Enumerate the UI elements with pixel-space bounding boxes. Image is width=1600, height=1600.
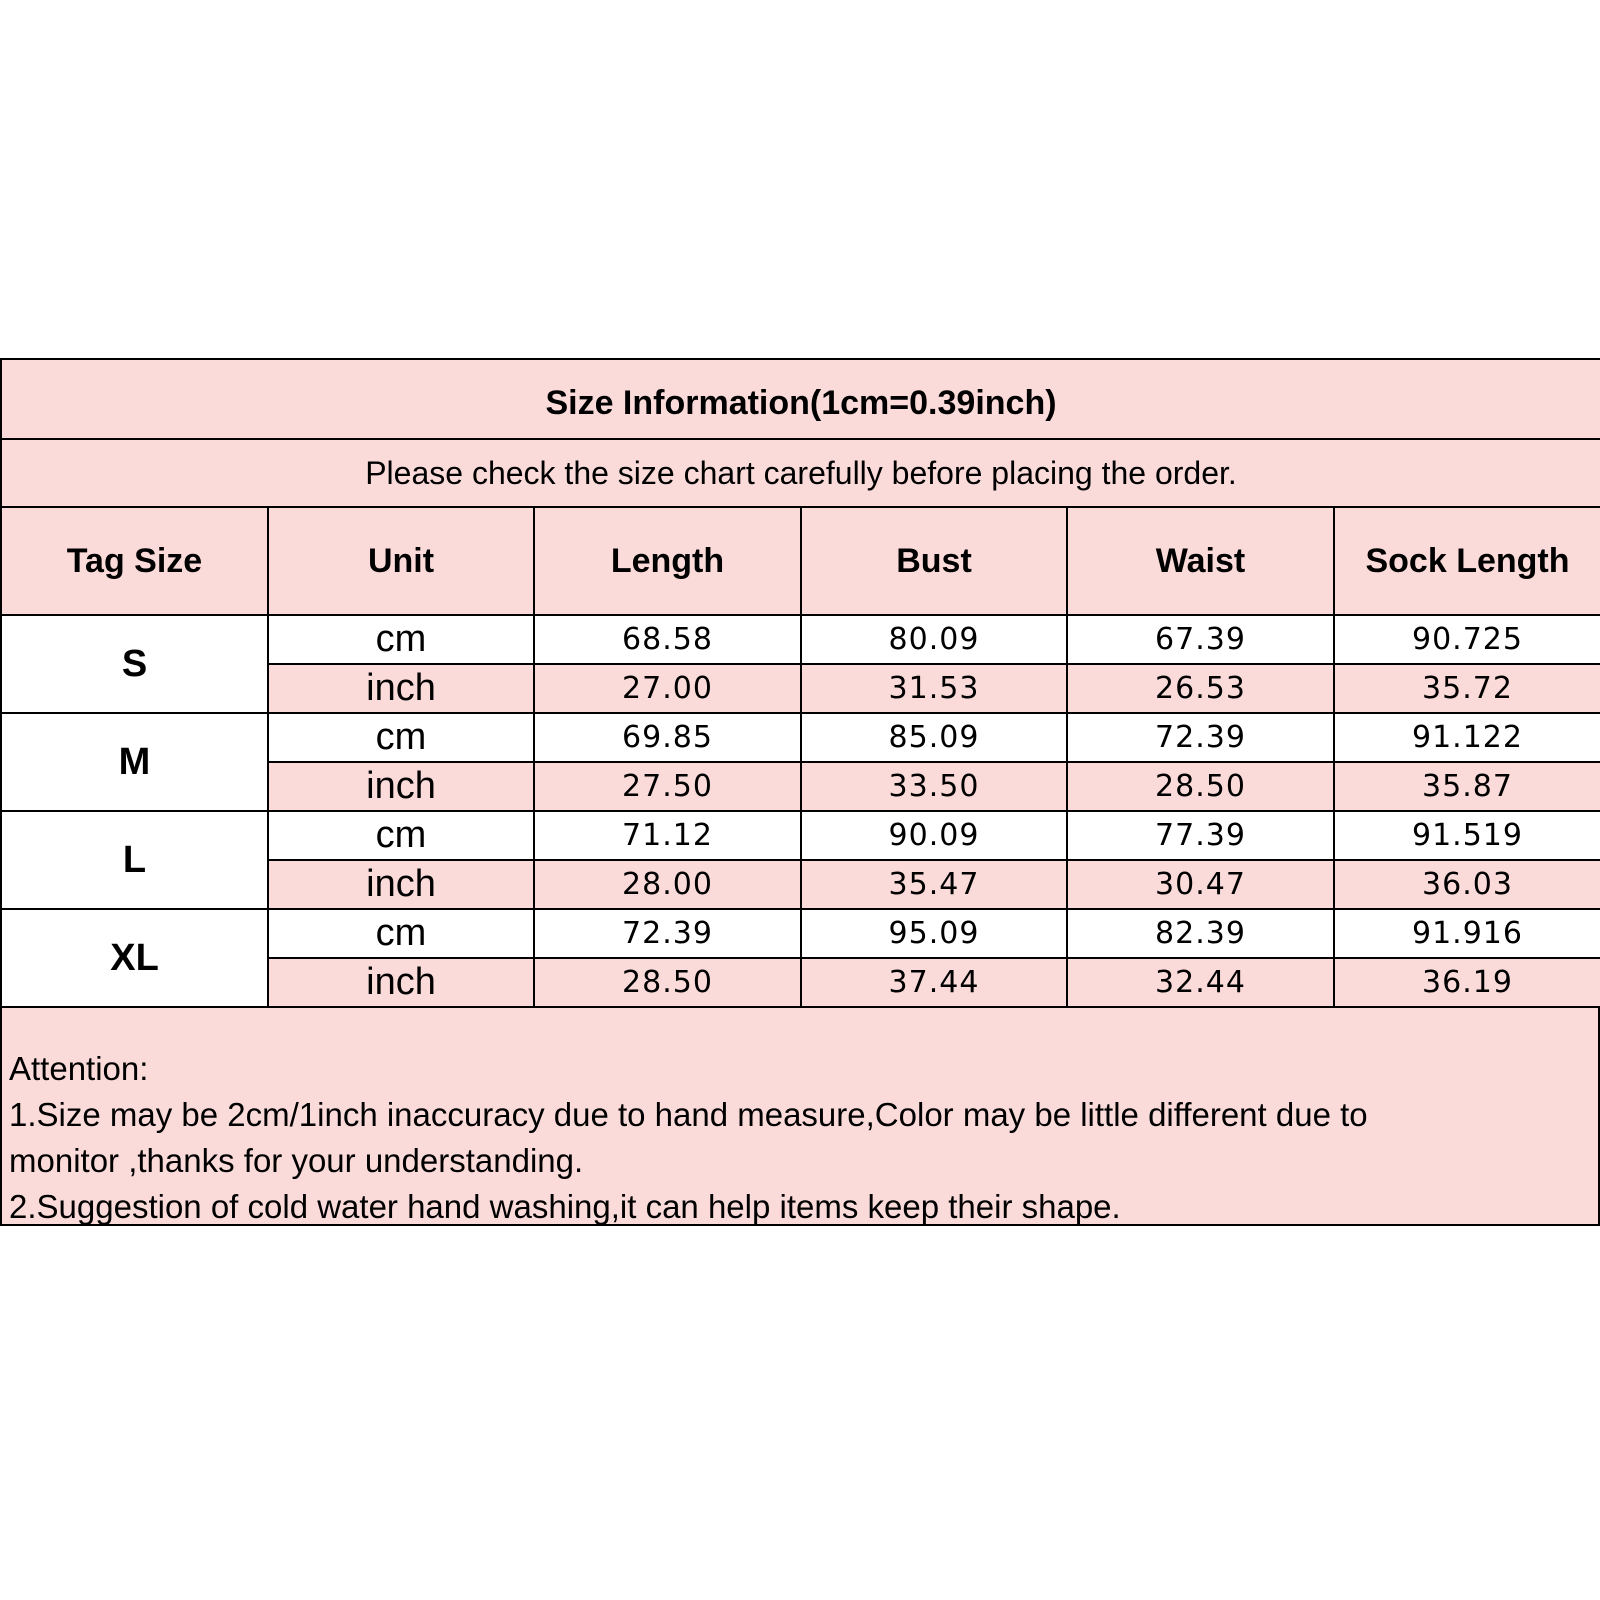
measurement-cell: 26.53 <box>1067 664 1334 713</box>
measurement-cell: 33.50 <box>801 762 1067 811</box>
measurement-cell: 32.44 <box>1067 958 1334 1007</box>
measurement-cell: 71.12 <box>534 811 801 860</box>
measurement-cell: 69.85 <box>534 713 801 762</box>
measurement-cell: 28.50 <box>534 958 801 1007</box>
measurement-cell: 30.47 <box>1067 860 1334 909</box>
measurement-cell: 72.39 <box>1067 713 1334 762</box>
measurement-cell: 95.09 <box>801 909 1067 958</box>
measurement-cell: 35.87 <box>1334 762 1600 811</box>
column-header-tag-size: Tag Size <box>1 507 268 615</box>
measurement-cell: 85.09 <box>801 713 1067 762</box>
measurement-cell: 28.00 <box>534 860 801 909</box>
tag-size-cell: XL <box>1 909 268 1007</box>
measurement-cell: 37.44 <box>801 958 1067 1007</box>
attention-line: monitor ,thanks for your understanding. <box>9 1142 584 1179</box>
table-row <box>1 713 1600 762</box>
measurement-cell: 91.519 <box>1334 811 1600 860</box>
table-row <box>1 909 1600 958</box>
column-header-length: Length <box>534 507 801 615</box>
column-header-unit: Unit <box>268 507 534 615</box>
unit-cell: inch <box>268 664 534 713</box>
attention-heading: Attention: <box>9 1050 149 1087</box>
header-row <box>1 507 1600 615</box>
measurement-cell: 27.00 <box>534 664 801 713</box>
unit-cell: cm <box>268 909 534 958</box>
unit-cell: inch <box>268 860 534 909</box>
attention-line: 1.Size may be 2cm/1inch inaccuracy due to hand measure,Color may be little different due to <box>9 1096 1368 1133</box>
column-header-waist: Waist <box>1067 507 1334 615</box>
size-chart-title: Size Information(1cm=0.39inch) <box>1 359 1600 439</box>
measurement-cell: 68.58 <box>534 615 801 664</box>
measurement-cell: 35.47 <box>801 860 1067 909</box>
measurement-cell: 82.39 <box>1067 909 1334 958</box>
table-row <box>1 811 1600 860</box>
unit-cell: inch <box>268 762 534 811</box>
measurement-cell: 35.72 <box>1334 664 1600 713</box>
measurement-cell: 67.39 <box>1067 615 1334 664</box>
size-chart <box>0 358 1600 1226</box>
measurement-cell: 90.09 <box>801 811 1067 860</box>
measurement-cell: 72.39 <box>534 909 801 958</box>
column-header-bust: Bust <box>801 507 1067 615</box>
tag-size-cell: L <box>1 811 268 909</box>
size-chart-notice: Please check the size chart carefully before placing the order. <box>1 439 1600 507</box>
measurement-cell: 80.09 <box>801 615 1067 664</box>
tag-size-cell: S <box>1 615 268 713</box>
unit-cell: cm <box>268 615 534 664</box>
measurement-cell: 36.03 <box>1334 860 1600 909</box>
measurement-cell: 91.916 <box>1334 909 1600 958</box>
unit-cell: cm <box>268 713 534 762</box>
attention-line: 2.Suggestion of cold water hand washing,it can help items keep their shape. <box>9 1188 1121 1225</box>
measurement-cell: 31.53 <box>801 664 1067 713</box>
unit-cell: cm <box>268 811 534 860</box>
attention-notes <box>0 1008 1600 1226</box>
measurement-cell: 27.50 <box>534 762 801 811</box>
measurement-cell: 91.122 <box>1334 713 1600 762</box>
size-table <box>0 358 1600 1008</box>
measurement-cell: 77.39 <box>1067 811 1334 860</box>
unit-cell: inch <box>268 958 534 1007</box>
column-header-sock-length: Sock Length <box>1334 507 1600 615</box>
tag-size-cell: M <box>1 713 268 811</box>
measurement-cell: 36.19 <box>1334 958 1600 1007</box>
measurement-cell: 28.50 <box>1067 762 1334 811</box>
table-row <box>1 615 1600 664</box>
measurement-cell: 90.725 <box>1334 615 1600 664</box>
